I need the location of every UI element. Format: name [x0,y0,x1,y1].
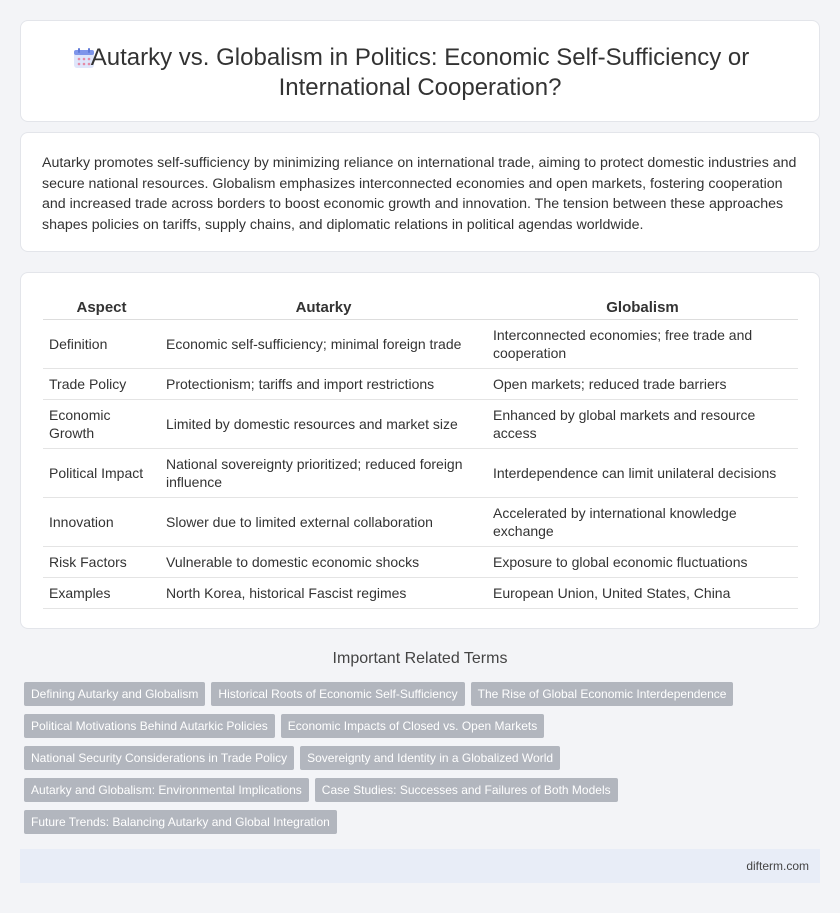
table-cell: Economic self-sufficiency; minimal foreign trade [160,319,487,368]
related-term-tag[interactable]: Sovereignty and Identity in a Globalized World [300,746,560,770]
table-header-row [43,295,798,319]
table-cell: Interconnected economies; free trade and cooperation [487,319,798,368]
table-cell: Risk Factors [43,546,160,577]
table-cell: Economic Growth [43,399,160,448]
intro-card [20,132,820,252]
related-term-tag[interactable]: National Security Considerations in Trade Policy [24,746,294,770]
header-aspect: Aspect [43,295,160,319]
table-row [43,399,798,448]
table-cell: Interdependence can limit unilateral decisions [487,448,798,497]
related-terms-title: Important Related Terms [332,650,508,667]
intro-paragraph: Autarky promotes self-sufficiency by minimizing reliance on international trade, aiming to protect domestic industries and secure national resources. Globalism emphasizes interconnected economies and open markets, fostering cooperation and increased trade across borders to boost economic growth and innovation. The tension between these approaches shapes policies on tariffs, supply chains, and diplomatic relations in political agendas worldwide. [42,155,797,233]
table-row [43,448,798,497]
table-cell: Trade Policy [43,368,160,399]
table-cell: National sovereignty prioritized; reduced foreign influence [160,448,487,497]
table-cell: Protectionism; tariffs and import restrictions [160,368,487,399]
table-cell: Examples [43,577,160,608]
related-term-tag[interactable]: Economic Impacts of Closed vs. Open Markets [281,714,544,738]
table-cell: Open markets; reduced trade barriers [487,368,798,399]
table-row [43,319,798,368]
table-row [43,497,798,546]
related-term-tag[interactable]: Case Studies: Successes and Failures of Both Models [315,778,618,802]
table-cell: Enhanced by global markets and resource access [487,399,798,448]
header-autarky: Autarky [160,295,487,319]
table-cell: Definition [43,319,160,368]
related-terms-list [24,682,824,842]
table-cell: Innovation [43,497,160,546]
page-title [21,43,819,103]
table-cell: Limited by domestic resources and market size [160,399,487,448]
table-cell: Accelerated by international knowledge exchange [487,497,798,546]
table-cell: Vulnerable to domestic economic shocks [160,546,487,577]
table-cell: Exposure to global economic fluctuations [487,546,798,577]
header-globalism: Globalism [487,295,798,319]
related-term-tag[interactable]: Political Motivations Behind Autarkic Policies [24,714,275,738]
related-term-tag[interactable]: Autarky and Globalism: Environmental Implications [24,778,309,802]
comparison-table [43,295,798,609]
table-cell: Slower due to limited external collaboration [160,497,487,546]
table-cell: European Union, United States, China [487,577,798,608]
footer [20,849,820,883]
comparison-card [20,272,820,629]
related-term-tag[interactable]: Future Trends: Balancing Autarky and Global Integration [24,810,337,834]
footer-site-link[interactable]: difterm.com [746,859,809,873]
page-title-line-1: Autarky vs. Globalism in Politics: Economic Self-Sufficiency or [90,44,750,71]
header-card [20,20,820,122]
table-row [43,368,798,399]
related-term-tag[interactable]: Historical Roots of Economic Self-Sufficiency [211,682,464,706]
table-row [43,577,798,608]
page-title-line-2: International Cooperation? [278,74,562,101]
table-cell: Political Impact [43,448,160,497]
table-cell: North Korea, historical Fascist regimes [160,577,487,608]
related-term-tag[interactable]: The Rise of Global Economic Interdependence [471,682,734,706]
related-term-tag[interactable]: Defining Autarky and Globalism [24,682,205,706]
table-row [43,546,798,577]
